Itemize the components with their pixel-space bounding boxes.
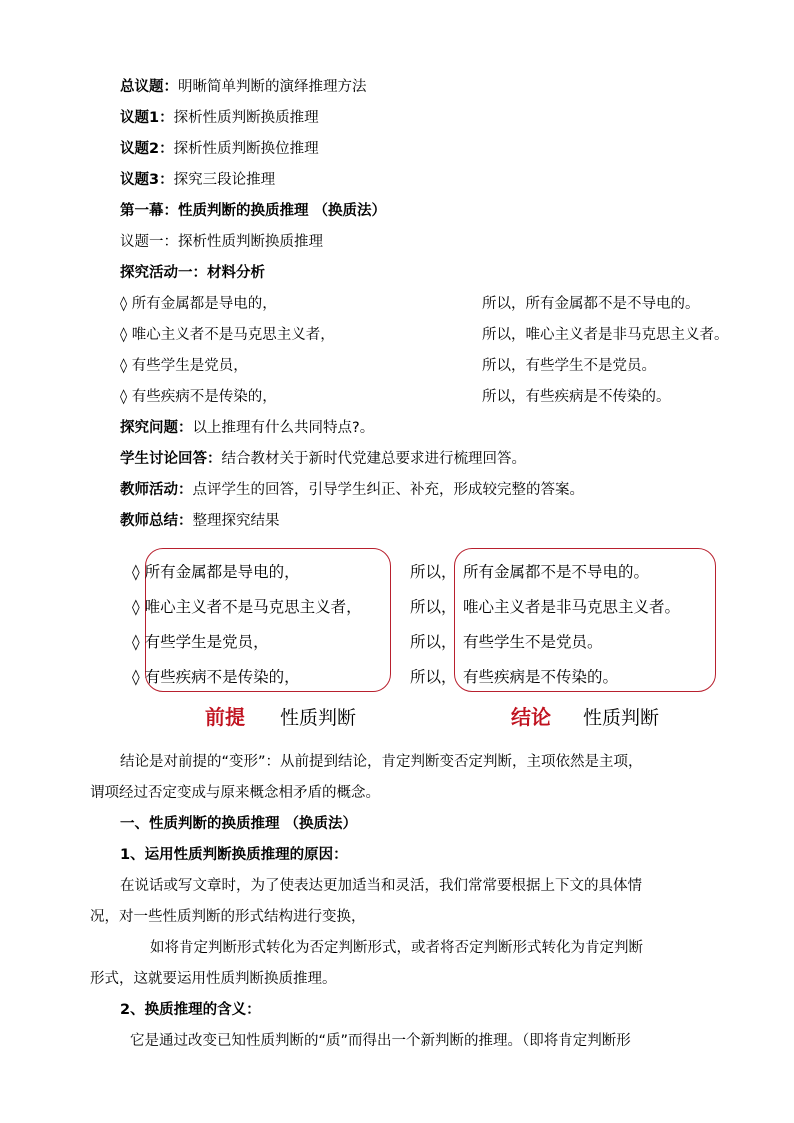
diagram-conclusion: 唯心主义者是非马克思主义者。 <box>463 598 681 616</box>
example-row <box>120 356 656 376</box>
paragraph-line: 谓项经过否定变成与原来概念相矛盾的概念。 <box>90 785 380 801</box>
example-conclusion: 所以，所有金属都不是不导电的。 <box>482 296 700 312</box>
qa-student <box>120 449 526 469</box>
topic-main <box>120 77 367 97</box>
diagram-row <box>132 560 300 582</box>
point-title: 2、换质推理的含义： <box>120 1002 261 1018</box>
bullet-icon: ◊ <box>120 327 128 343</box>
topic-3 <box>120 170 275 190</box>
diagram-row <box>132 630 269 652</box>
bullet-icon: ◊ <box>132 598 140 616</box>
topic-text: 明晰简单判断的演绎推理方法 <box>178 79 367 95</box>
topic-label: 总议题： <box>120 79 178 95</box>
sub-topic <box>120 232 323 252</box>
qa-label: 探究问题： <box>120 420 193 436</box>
diagram-premise: 有些学生是党员， <box>144 633 269 651</box>
sub-topic-text: 探析性质判断换质推理 <box>178 234 323 250</box>
sub-topic-label: 议题一： <box>120 234 178 250</box>
topic-text: 探究三段论推理 <box>173 172 276 188</box>
topic-1 <box>120 108 319 128</box>
paragraph-line: 形式，这就要运用性质判断换质推理。 <box>90 971 337 987</box>
paragraph-line: 在说话或写文章时，为了使表达更加适当和灵活，我们常常要根据上下文的具体情 <box>120 878 642 894</box>
example-row <box>120 387 671 407</box>
diagram-premise: 所有金属都是导电的， <box>144 563 300 581</box>
qa-text: 以上推理有什么共同特点?。 <box>192 420 375 436</box>
example-premise: 所有金属都是导电的， <box>131 296 277 312</box>
conclusion-label: 结论 <box>511 705 551 729</box>
topic-2 <box>120 139 319 159</box>
qa-question <box>120 418 374 438</box>
act-title: 第一幕：性质判断的换质推理 （换质法） <box>120 203 387 219</box>
diagram-so: 所以， <box>410 598 457 616</box>
qa-label: 学生讨论回答： <box>120 451 222 467</box>
diagram-conclusion: 所有金属都不是不导电的。 <box>463 563 650 581</box>
qa-teacher-activity <box>120 480 584 500</box>
example-conclusion: 所以，唯心主义者是非马克思主义者。 <box>482 327 729 343</box>
diagram-row <box>132 665 300 687</box>
paragraph-line: 它是通过改变已知性质判断的“质”而得出一个新判断的推理。（即将肯定判断形 <box>130 1033 631 1049</box>
paragraph-line: 如将肯定判断形式转化为否定判断形式，或者将否定判断形式转化为肯定判断 <box>150 940 643 956</box>
example-row <box>120 294 700 314</box>
topic-label: 议题3： <box>120 172 174 188</box>
diagram-so: 所以， <box>410 563 457 581</box>
diagram-conclusion: 有些学生不是党员。 <box>463 633 603 651</box>
topic-text: 探析性质判断换质推理 <box>173 110 319 126</box>
example-row <box>120 325 729 345</box>
diagram-premise: 唯心主义者不是马克思主义者， <box>144 598 362 616</box>
conclusion-caption: 性质判断 <box>583 707 660 729</box>
bullet-icon: ◊ <box>132 633 140 651</box>
diagram-conclusion: 有些疾病是不传染的。 <box>463 668 619 686</box>
qa-label: 教师活动： <box>120 482 193 498</box>
bullet-icon: ◊ <box>120 358 128 374</box>
example-conclusion: 所以，有些疾病是不传染的。 <box>482 389 671 405</box>
qa-text: 结合教材关于新时代党建总要求进行梳理回答。 <box>221 451 526 467</box>
paragraph-line: 结论是对前提的“变形”：从前提到结论，肯定判断变否定判断，主项依然是主项， <box>120 754 643 770</box>
bullet-icon: ◊ <box>120 389 128 405</box>
topic-label: 议题2： <box>120 141 174 157</box>
qa-text: 点评学生的回答，引导学生纠正、补充，形成较完整的答案。 <box>192 482 584 498</box>
example-conclusion: 所以，有些学生不是党员。 <box>482 358 656 374</box>
bullet-icon: ◊ <box>120 296 128 312</box>
premise-label: 前提 <box>205 705 245 729</box>
topic-text: 探析性质判断换位推理 <box>173 141 319 157</box>
qa-teacher-summary <box>120 511 280 531</box>
section-title: 一、性质判断的换质推理 （换质法） <box>120 816 358 832</box>
diagram-so: 所以， <box>410 633 457 651</box>
diagram-so: 所以， <box>410 668 457 686</box>
bullet-icon: ◊ <box>132 668 140 686</box>
point-title: 1、运用性质判断换质推理的原因： <box>120 847 348 863</box>
diagram-premise: 有些疾病不是传染的， <box>144 668 300 686</box>
activity-title: 探究活动一：材料分析 <box>120 265 265 281</box>
example-premise: 有些疾病不是传染的， <box>131 389 277 405</box>
qa-text: 整理探究结果 <box>192 513 280 529</box>
qa-label: 教师总结： <box>120 513 193 529</box>
diagram-row <box>132 595 362 617</box>
premise-caption: 性质判断 <box>280 707 357 729</box>
example-premise: 有些学生是党员， <box>131 358 248 374</box>
example-premise: 唯心主义者不是马克思主义者， <box>131 327 335 343</box>
paragraph-line: 况，对一些性质判断的形式结构进行变换， <box>90 909 366 925</box>
topic-label: 议题1： <box>120 110 174 126</box>
bullet-icon: ◊ <box>132 563 140 581</box>
